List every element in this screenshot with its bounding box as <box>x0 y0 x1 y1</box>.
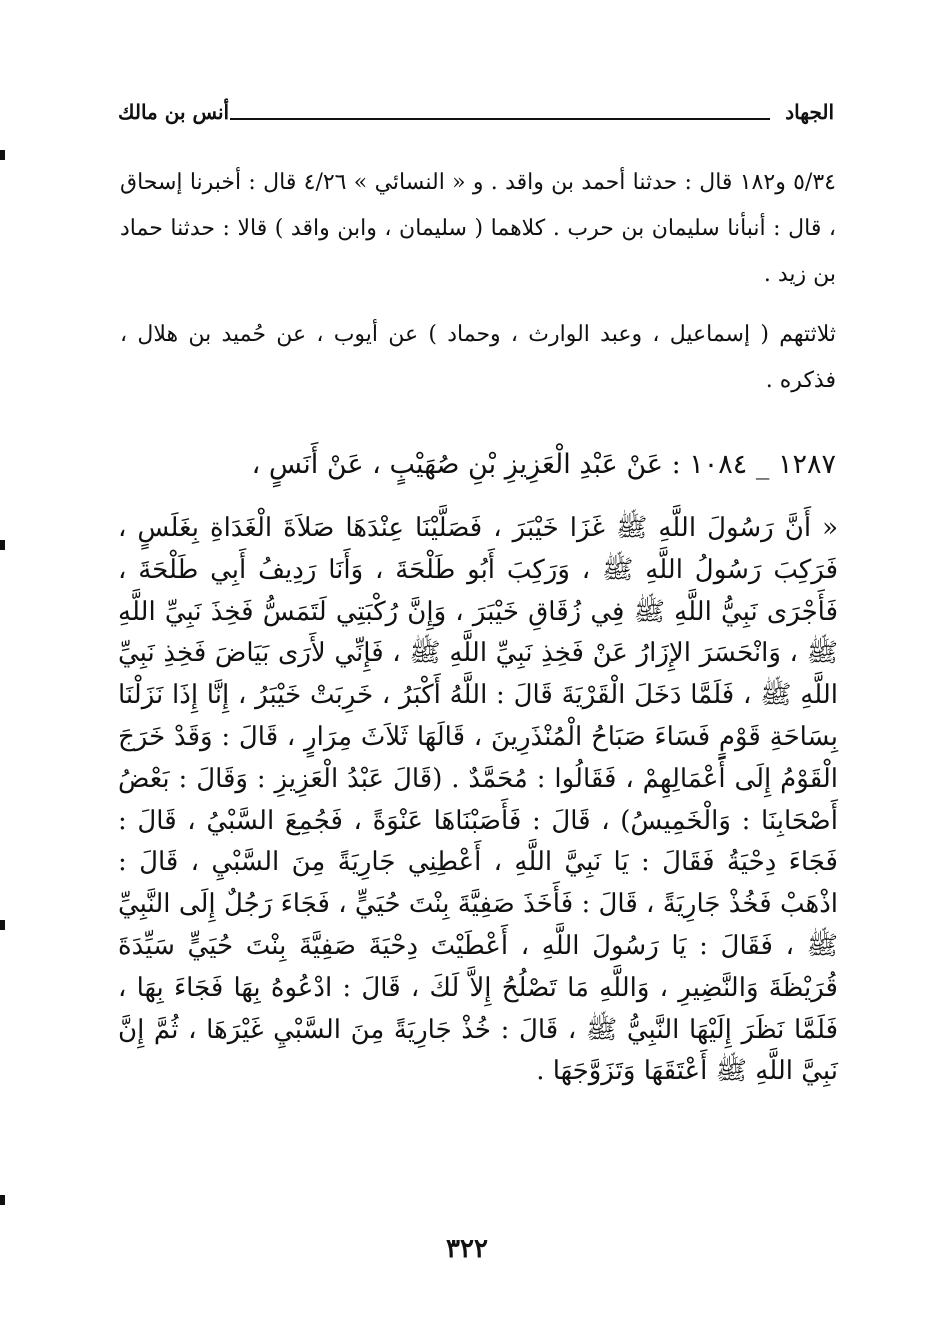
scan-mark <box>0 150 5 160</box>
scan-mark <box>0 540 5 550</box>
narrator-title: أنس بن مالك <box>118 100 230 124</box>
source-paragraph-2: ثلاثتهم ( إسماعيل ، وعبد الوارث ، وحماد ) عن أيوب ، عن حُميد بن هلال ، فذكره . <box>120 322 836 393</box>
hadith-text: « أَنَّ رَسُولَ اللَّهِ ﷺ غَزَا خَيْبَرَ ، فَصَلَّيْنَا عِنْدَهَا صَلاَةَ الْغَدَاةِ بِغَلَسٍ ، فَرَكِبَ رَسُولُ اللَّهِ ﷺ ، وَرَكِبَ أَبُو طَلْحَةَ ، وَأَنَا رَدِيفُ أَبِي طَلْحَةَ ، فَأَجْرَى نَبِيُّ اللَّهِ ﷺ فِي زُقَاقِ خَيْبَرَ ، وَإِنَّ رُكْبَتِي لَتَمَسُّ فَخِذَ نَبِيِّ اللَّهِ ﷺ ، وَانْحَسَرَ الإِزَارُ عَنْ فَخِذِ نَبِيِّ اللَّهِ ﷺ ، فَإِنِّي لأَرَى بَيَاضَ فَخِذِ نَبِيِّ اللَّهِ ﷺ ، فَلَمَّا دَخَلَ الْقَرْيَةَ قَالَ : اللَّهُ أَكْبَرُ ، خَرِبَتْ خَيْبَرُ ، إِنَّا إِذَا نَزَلْنَا بِسَاحَةِ قَوْمٍ فَسَاءَ صَبَاحُ الْمُنْذَرِينَ ، قَالَهَا ثَلاَثَ مِرَارٍ ، قَالَ : وَقَدْ خَرَجَ الْقَوْمُ إِلَى أَعْمَالِهِمْ ، فَقَالُوا : مُحَمَّدٌ . (قَالَ عَبْدُ الْعَزِيزِ : وَقَالَ : بَعْضُ أَصْحَابِنَا : وَالْخَمِيسُ) ، قَالَ : فَأَصَبْنَاهَا عَنْوَةً ، فَجُمِعَ السَّبْيُ ، قَالَ : فَجَاءَ دِحْيَةُ فَقَالَ : يَا نَبِيَّ اللَّهِ ، أَعْطِنِي جَارِيَةً مِنَ السَّبْيِ ، قَالَ : اذْهَبْ فَخُذْ جَارِيَةً ، قَالَ : فَأَخَذَ صَفِيَّةَ بِنْتَ حُيَيٍّ ، فَجَاءَ رَجُلٌ إِلَى النَّبِيِّ ﷺ ، فَقَالَ : يَا رَسُولَ اللَّهِ ، أَعْطَيْتَ دِحْيَةَ صَفِيَّةَ بِنْتَ حُيَيٍّ سَيِّدَةَ قُرَيْظَةَ وَالنَّضِيرِ ، وَاللَّهِ مَا تَصْلُحُ إِلاَّ لَكَ ، قَالَ : ادْعُوهُ بِهَا فَجَاءَ بِهَا ، فَلَمَّا نَظَرَ إِلَيْهَا النَّبِيُّ ﷺ ، قَالَ : خُذْ جَارِيَةً مِنَ السَّبْيِ غَيْرَهَا ، ثُمَّ إِنَّ نَبِيَّ اللَّهِ ﷺ أَعْتَقَهَا وَتَزَوَّجَهَا . <box>118 513 838 1087</box>
header-rule <box>230 118 770 120</box>
running-header <box>118 100 834 140</box>
hadith-heading: ١٢٨٧ _ ١٠٨٤ : عَنْ عَبْدِ الْعَزِيزِ بْنِ صُهَيْبٍ ، عَنْ أَنَسٍ ، <box>251 449 836 480</box>
chapter-title: الجهاد <box>785 100 834 124</box>
source-paragraph-1: ٥/٣٤ و١٨٢ قال : حدثنا أحمد بن واقد . و « النسائي » ٤/٢٦ قال : أخبرنا إسحاق ، قال : أنبأنا سليمان بن حرب . كلاهما ( سليمان ، وابن واقد ) قالا : حدثنا حماد بن زيد . <box>120 170 836 287</box>
page-number: ٣٢٢ <box>446 1234 488 1264</box>
scan-mark <box>0 920 5 930</box>
scan-mark <box>0 1195 5 1205</box>
